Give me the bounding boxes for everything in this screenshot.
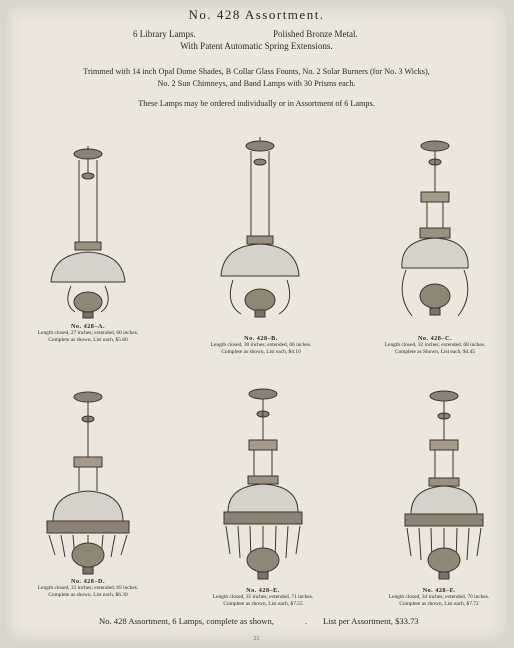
lamp-count-subhead: 6 Library Lamps. — [133, 29, 196, 39]
catalog-page — [5, 4, 508, 642]
lamp-d-caption — [4, 578, 172, 599]
lamp-c-title: No. 428–C. — [417, 335, 453, 342]
page-number: 21 — [253, 636, 260, 642]
lamp-d-price: Complete as shown, List each, $6.30 — [48, 592, 128, 598]
extensions-subhead: With Patent Automatic Spring Extensions. — [180, 41, 333, 51]
lamp-c-illustration — [390, 136, 480, 331]
lamp-e-price: Complete as shown, List each, $7.55 — [223, 601, 303, 607]
lamp-a-illustration — [43, 144, 133, 324]
lamp-a-length: Length closed, 27 inches; extended, 60 inches. — [37, 330, 139, 336]
lamp-f-illustration — [397, 384, 491, 584]
lamp-b-price: Complete as shown, List each, $4.10 — [221, 349, 301, 355]
order-note: These Lamps may be ordered individually or in Assortment of 6 Lamps. — [138, 99, 375, 108]
lamp-d-title: No. 428–D. — [70, 578, 106, 585]
lamp-d-length: Length closed, 33 inches; extended, 69 inches. — [37, 585, 139, 591]
lamp-c-caption — [351, 335, 514, 356]
lamp-b-illustration — [215, 134, 305, 329]
lamp-e-title: No. 428–E. — [246, 587, 280, 594]
lamp-c-length: Length closed, 32 inches; extended, 68 inches. — [384, 342, 486, 348]
footer-list-price: List per Assortment, $33.73 — [323, 616, 419, 626]
lamp-c-price: Complete as Shown, List each, $4.45 — [394, 349, 476, 355]
lamp-a-price: Complete as shown, List each, $5.80 — [48, 337, 128, 343]
lamp-f-caption — [355, 587, 514, 608]
lamp-f-title: No. 428–F. — [422, 587, 456, 594]
lamp-b-title: No. 428–B. — [244, 335, 278, 342]
trim-description-line1: Trimmed with 14 inch Opal Dome Shades, B Collar Glass Founts, No. 2 Solar Burners (for No. 3 Wicks), — [83, 67, 430, 76]
lamp-e-illustration — [216, 384, 310, 584]
lamp-b-length: Length closed, 30 inches; extended, 66 inches. — [210, 342, 312, 348]
lamp-a-title: No. 428–A. — [70, 323, 106, 330]
lamp-f-length: Length closed, 34 inches; extended, 70 inches. — [388, 594, 490, 600]
footer-assortment-text: No. 428 Assortment, 6 Lamps, complete as shown, — [99, 616, 274, 626]
finish-subhead: Polished Bronze Metal. — [273, 29, 358, 39]
lamp-d-illustration — [41, 387, 135, 582]
lamp-a-caption — [4, 323, 172, 344]
trim-description-line2: No. 2 Sun Chimneys, and Band Lamps with 30 Prisms each. — [157, 79, 356, 88]
lamp-e-caption — [179, 587, 347, 608]
lamp-b-caption — [177, 335, 345, 356]
page-title: No. 428 Assortment. — [188, 7, 325, 22]
lamp-f-price: Complete as shown, List each, $7.72 — [399, 601, 479, 607]
lamp-e-length: Length closed, 35 inches; extended, 71 inches. — [212, 594, 314, 600]
footer-dot: . — [305, 616, 308, 626]
